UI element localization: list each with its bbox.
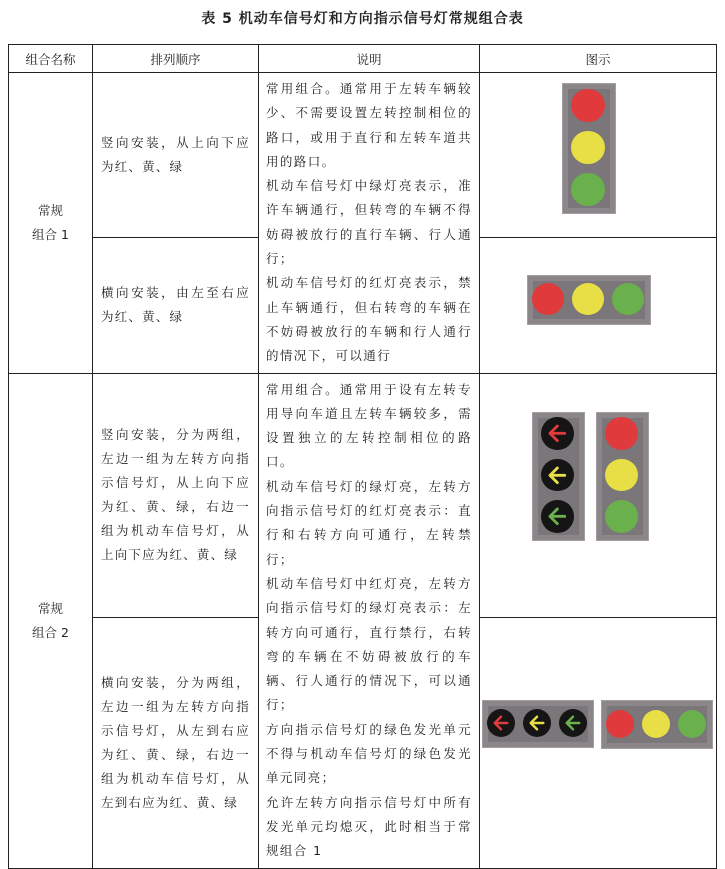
table-row: [9, 373, 717, 617]
vertical-left-arrow-signal: [532, 412, 585, 541]
description-paragraph: 允许左转方向指示信号灯中所有发光单元均熄灭，此时相当于常规组合 1: [266, 794, 472, 859]
description-paragraph: 方向指示信号灯的绿色发光单元不得与机动车信号灯的绿色发光单元同亮；: [266, 721, 472, 786]
yellow-lamp: [605, 459, 638, 492]
table-row: [9, 73, 717, 238]
horizontal-motor-signal: [601, 700, 713, 749]
arrangement-vertical: 竖向安装，分为两组，左边一组为左转方向指示信号灯，从上向下应为红、黄、绿，右边一组为机动车信号灯，从上向下应为红、黄、绿: [93, 373, 259, 617]
header-description: 说明: [259, 45, 480, 73]
green-lamp: [605, 500, 638, 533]
arrangement-vertical: 竖向安装，从上向下应为红、黄、绿: [93, 73, 259, 238]
combination-name: [9, 73, 93, 374]
left-arrow-icon: [541, 459, 574, 492]
header-figure: 图示: [480, 45, 717, 73]
figure-cell: [480, 238, 717, 373]
table-title: 表 5 机动车信号灯和方向指示信号灯常规组合表: [201, 11, 524, 27]
left-arrow-icon: [487, 709, 515, 737]
description-cell: [259, 73, 480, 374]
description-paragraph: 常用组合。通常用于左转车辆较少、不需要设置左转控制相位的路口，或用于直行和左转车道共用的路口。: [266, 81, 472, 169]
green-lamp: [678, 710, 706, 738]
green-lamp: [612, 283, 644, 315]
red-lamp: [532, 283, 564, 315]
vertical-motor-signal: [596, 412, 649, 541]
figure-cell: [480, 73, 717, 238]
description-paragraph: 机动车信号灯的红灯亮表示，禁止车辆通行，但右转弯的车辆在不妨碍被放行的车辆和行人通行的情况下，可以通行: [266, 275, 472, 364]
header-combination-name: 组合名称: [9, 45, 93, 73]
yellow-lamp: [571, 131, 604, 164]
name-line: 组合 1: [32, 226, 69, 242]
description-paragraph: 机动车信号灯的绿灯亮，左转方向指示信号灯的红灯亮表示：直行和右转方向可通行，左转禁行；: [266, 478, 472, 567]
red-lamp: [571, 89, 604, 122]
arrangement-horizontal: 横向安装，分为两组，左边一组为左转方向指示信号灯，从左到右应为红、黄、绿，右边一组为机动车信号灯，从左到右应为红、黄、绿: [93, 618, 259, 868]
vertical-motor-signal: [562, 83, 616, 214]
description-paragraph: 机动车信号灯中绿灯亮表示，准许车辆通行，但转弯的车辆不得妨碍被放行的直行车辆、行人通行；: [266, 178, 472, 267]
yellow-left-arrow-lamp: [523, 709, 551, 737]
name-line: 组合 2: [32, 624, 69, 640]
left-arrow-icon: [523, 709, 551, 737]
combination-name: [9, 373, 93, 868]
horizontal-left-arrow-signal: [482, 700, 594, 748]
green-left-arrow-lamp: [541, 500, 574, 533]
yellow-lamp: [572, 283, 604, 315]
description-paragraph: 常用组合。通常用于设有左转专用导向车道且左转车辆较多，需设置独立的左转控制相位的路口。: [266, 381, 472, 470]
name-line: 常规: [37, 600, 63, 616]
figure-cell: [480, 373, 717, 617]
signal-combination-table: [8, 44, 717, 869]
green-left-arrow-lamp: [559, 709, 587, 737]
description-cell: [259, 373, 480, 868]
red-lamp: [605, 417, 638, 450]
name-line: 常规: [37, 202, 63, 218]
description-paragraph: 机动车信号灯中红灯亮，左转方向指示信号灯的绿灯亮表示：左转方向可通行，直行禁行，右转弯的车辆在不妨碍被放行的车辆、行人通行的情况下，可以通行；: [266, 575, 472, 713]
left-arrow-icon: [541, 417, 574, 450]
red-left-arrow-lamp: [487, 709, 515, 737]
yellow-lamp: [642, 710, 670, 738]
header-row: [9, 45, 717, 73]
green-lamp: [571, 173, 604, 206]
left-arrow-icon: [541, 500, 574, 533]
arrangement-horizontal: 横向安装，由左至右应为红、黄、绿: [93, 238, 259, 373]
header-arrangement: 排列顺序: [93, 45, 259, 73]
left-arrow-icon: [559, 709, 587, 737]
red-lamp: [606, 710, 634, 738]
figure-cell: [480, 618, 717, 868]
yellow-left-arrow-lamp: [541, 459, 574, 492]
red-left-arrow-lamp: [541, 417, 574, 450]
horizontal-motor-signal: [527, 275, 651, 325]
